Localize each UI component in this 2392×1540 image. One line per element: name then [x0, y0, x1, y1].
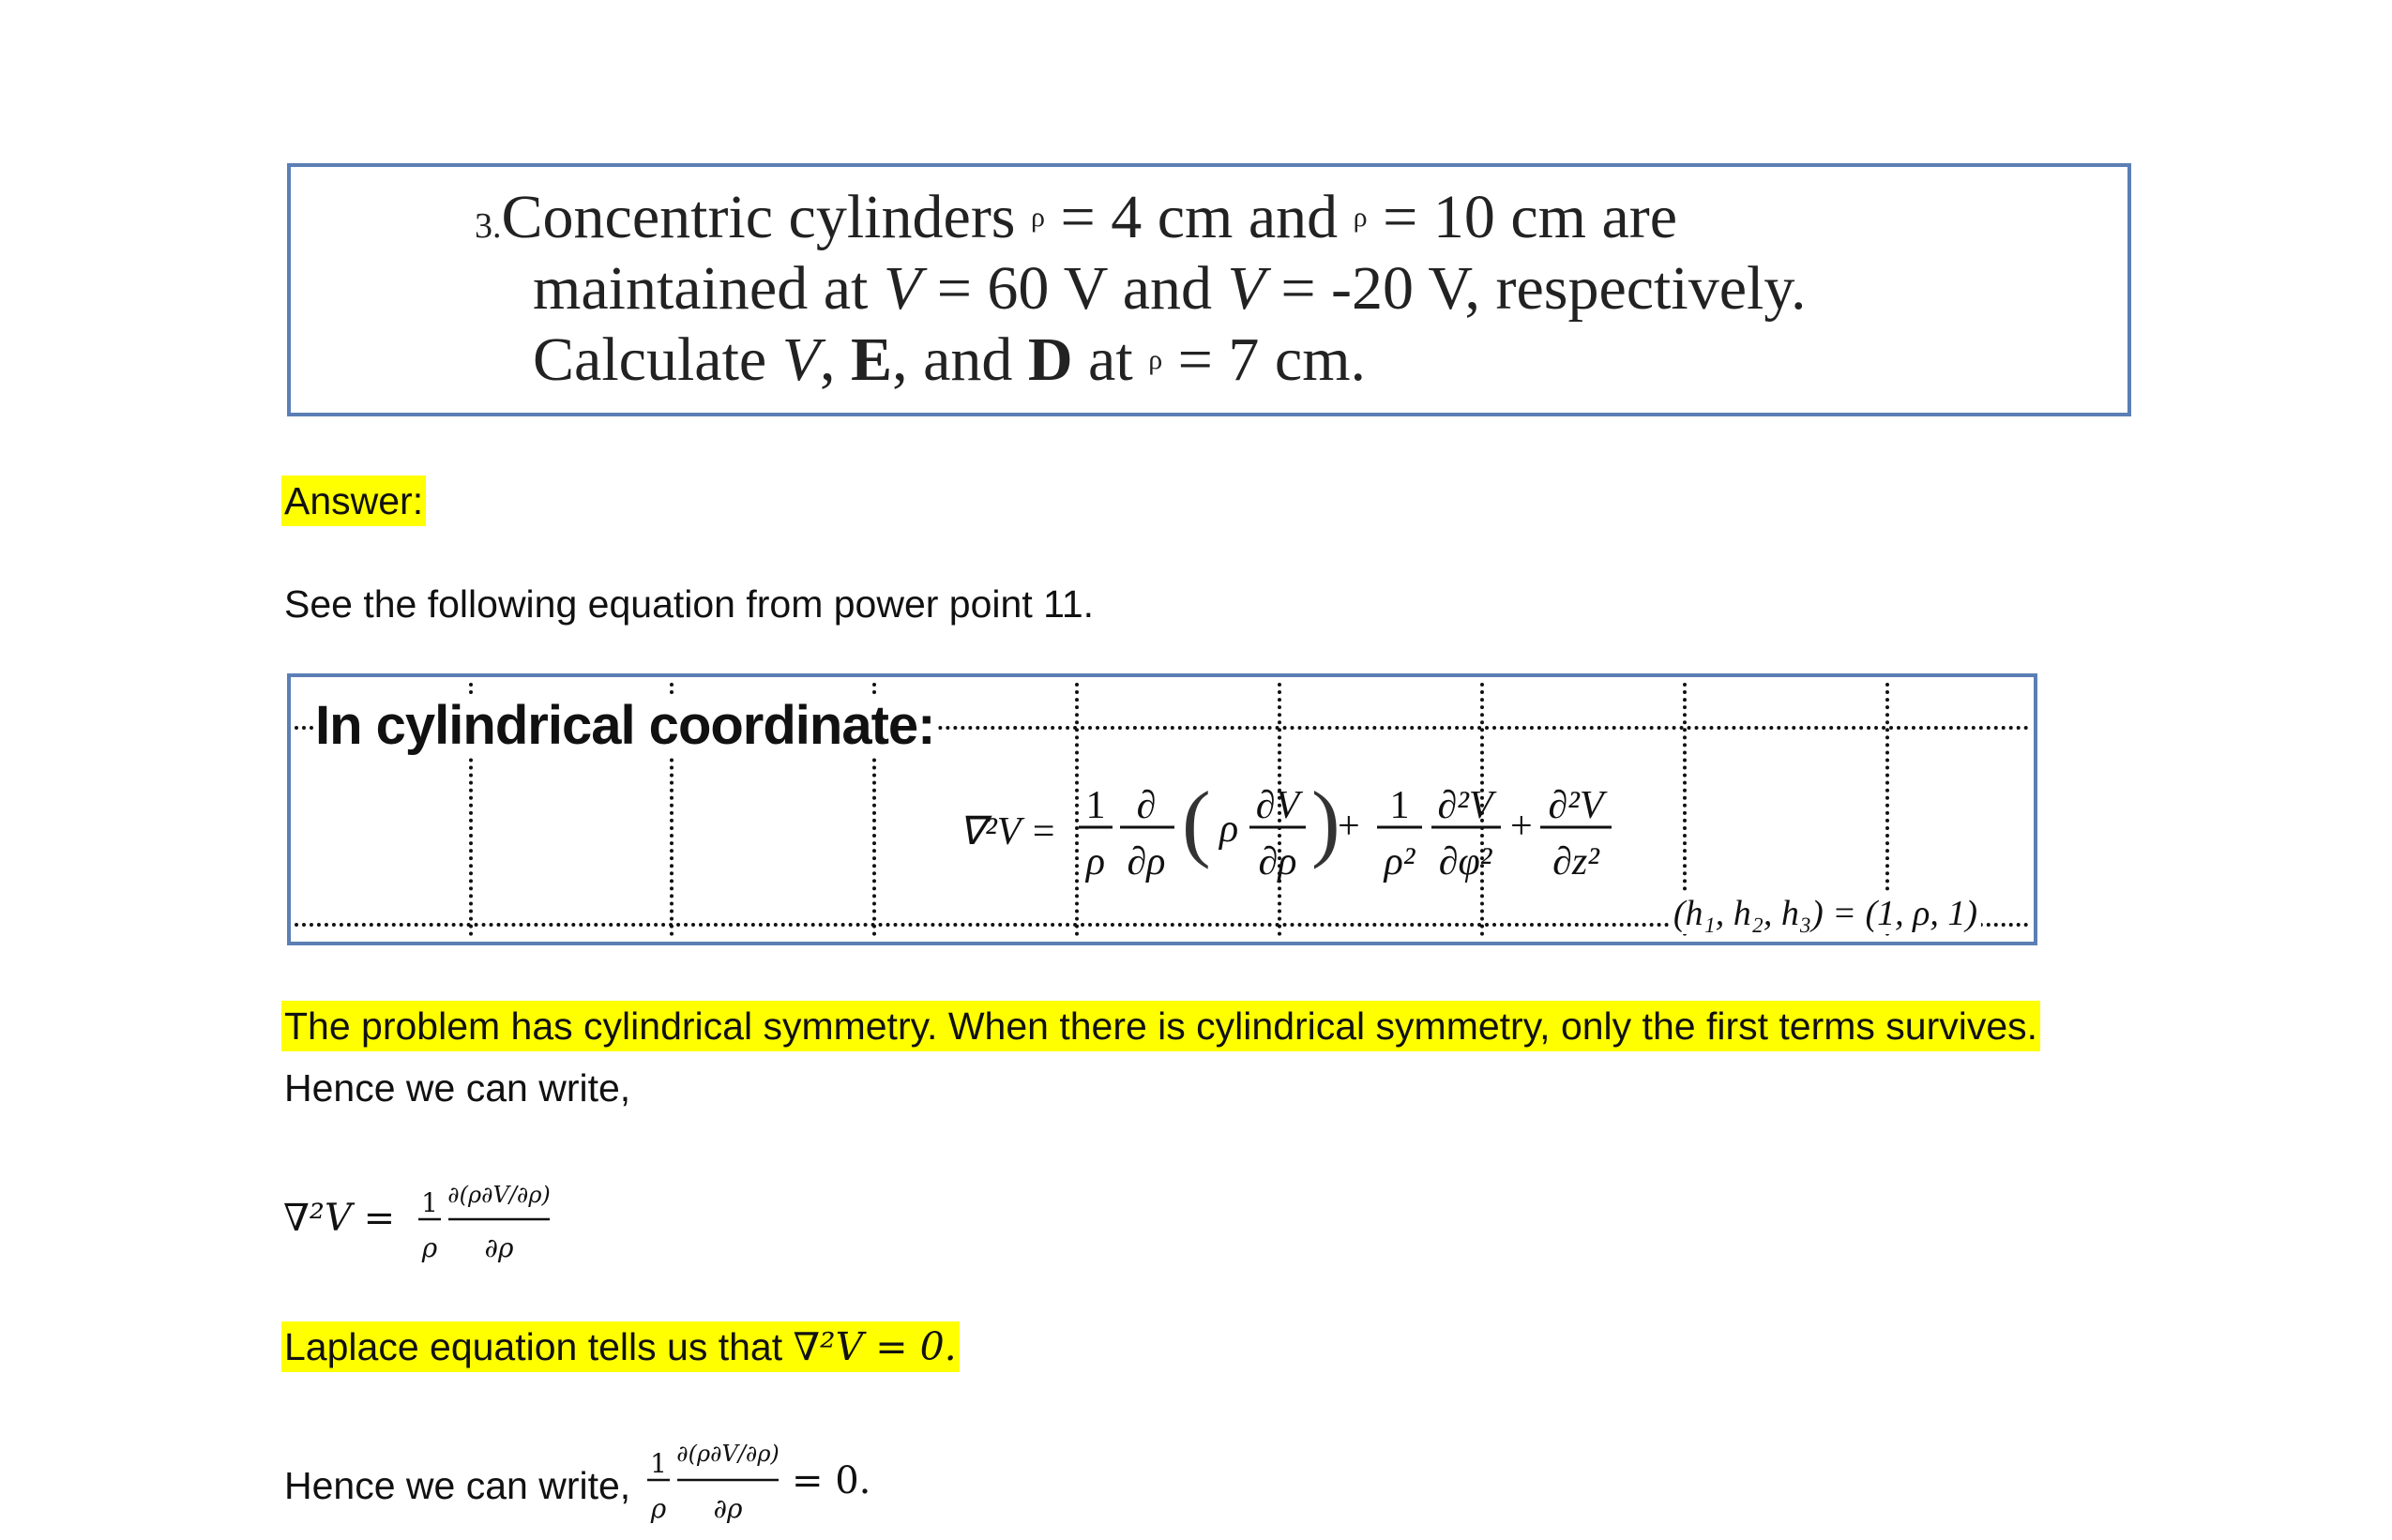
- hence-text-2: Hence we can write,: [284, 1464, 631, 1507]
- eq2-frac2-num: ∂(ρ∂V/∂ρ): [676, 1441, 780, 1467]
- intro-text: See the following equation from power point 11.: [284, 582, 1095, 626]
- problem-text: , and: [892, 325, 1028, 394]
- hence-text-1: Hence we can write,: [284, 1066, 631, 1110]
- term2-num-b: ∂²V: [1437, 784, 1493, 827]
- laplacian-lhs: ∇²V =: [959, 810, 1057, 853]
- equation-title: In cylindrical coordinate:: [315, 694, 938, 757]
- laplace-statement: [281, 1321, 960, 1372]
- eq2-frac2-den: ∂ρ: [713, 1493, 743, 1524]
- problem-text: Calculate: [533, 325, 782, 394]
- rho-symbol: ρ: [1030, 202, 1045, 233]
- term3-den: ∂z²: [1552, 840, 1599, 883]
- problem-number: 3.: [475, 206, 502, 246]
- plus-sign: +: [1510, 805, 1533, 848]
- laplace-row: [281, 1322, 960, 1371]
- equation-2: [645, 1407, 927, 1529]
- plus-sign: +: [1338, 805, 1360, 848]
- problem-line-2: [533, 255, 1807, 323]
- symmetry-row: [281, 1002, 2040, 1050]
- problem-text: = 7 cm.: [1162, 325, 1367, 394]
- equation-1-svg: [281, 1155, 582, 1277]
- term1-den-a: ρ: [1085, 840, 1106, 883]
- equation-1: [281, 1155, 582, 1277]
- term2-num-a: 1: [1389, 784, 1410, 827]
- term2-den-a: ρ²: [1384, 840, 1416, 883]
- problem-text: = 4 cm and: [1044, 183, 1354, 251]
- paren-right: ): [1311, 774, 1340, 869]
- problem-text: Concentric cylinders: [501, 183, 1031, 251]
- term1-den-b: ∂ρ: [1127, 840, 1166, 883]
- eq1-frac2-den: ∂ρ: [484, 1232, 514, 1263]
- laplace-math: ∇²V = 0.: [793, 1324, 957, 1369]
- rho-symbol: ρ: [1353, 202, 1368, 233]
- math-var: D: [1027, 325, 1073, 394]
- term1-inner-den: ∂ρ: [1258, 840, 1297, 883]
- math-var: E: [851, 325, 893, 394]
- problem-text: = -20 V, respectively.: [1264, 254, 1807, 323]
- eq2-rhs: = 0.: [792, 1459, 871, 1502]
- equation-image: [287, 673, 2037, 945]
- term2-den-b: ∂φ²: [1438, 840, 1492, 883]
- paren-left: (: [1182, 774, 1211, 869]
- problem-line-3: [533, 326, 1366, 394]
- rho-symbol: ρ: [1148, 344, 1163, 375]
- problem-text: = 10 cm are: [1367, 183, 1678, 251]
- eq2-frac1-den: ρ: [650, 1493, 667, 1524]
- math-var: V: [883, 254, 922, 323]
- problem-text: maintained at: [533, 254, 884, 323]
- equation-2-svg: [645, 1407, 927, 1529]
- eq1-lhs: ∇²V =: [283, 1197, 396, 1240]
- term1-num-a: 1: [1085, 784, 1106, 827]
- eq2-frac1-num: 1: [650, 1448, 667, 1479]
- eq1-frac2-num: ∂(ρ∂V/∂ρ): [447, 1182, 551, 1208]
- symmetry-text: The problem has cylindrical symmetry. When there is cylindrical symmetry, only the first terms survives.: [281, 1001, 2040, 1051]
- term1-num-b: ∂: [1136, 784, 1157, 827]
- eq1-frac1-den: ρ: [421, 1232, 438, 1263]
- problem-text: ,: [820, 325, 852, 394]
- answer-label-row: [281, 476, 426, 525]
- problem-text: at: [1072, 325, 1149, 394]
- eq1-frac1-num: 1: [421, 1187, 438, 1218]
- problem-line-1: [475, 184, 1677, 260]
- term1-rho: ρ: [1219, 808, 1239, 851]
- problem-box: [287, 163, 2131, 416]
- math-var: V: [1227, 254, 1265, 323]
- laplace-text: Laplace equation tells us that: [284, 1325, 794, 1368]
- problem-text: = 60 V and: [921, 254, 1228, 323]
- answer-label: Answer:: [281, 476, 426, 526]
- term3-num: ∂²V: [1548, 784, 1604, 827]
- term1-inner-num: ∂V: [1255, 784, 1300, 827]
- scale-factors: (h₁, h₂, h₃) = (1, ρ, 1): [1670, 893, 1981, 934]
- math-var: V: [781, 325, 821, 394]
